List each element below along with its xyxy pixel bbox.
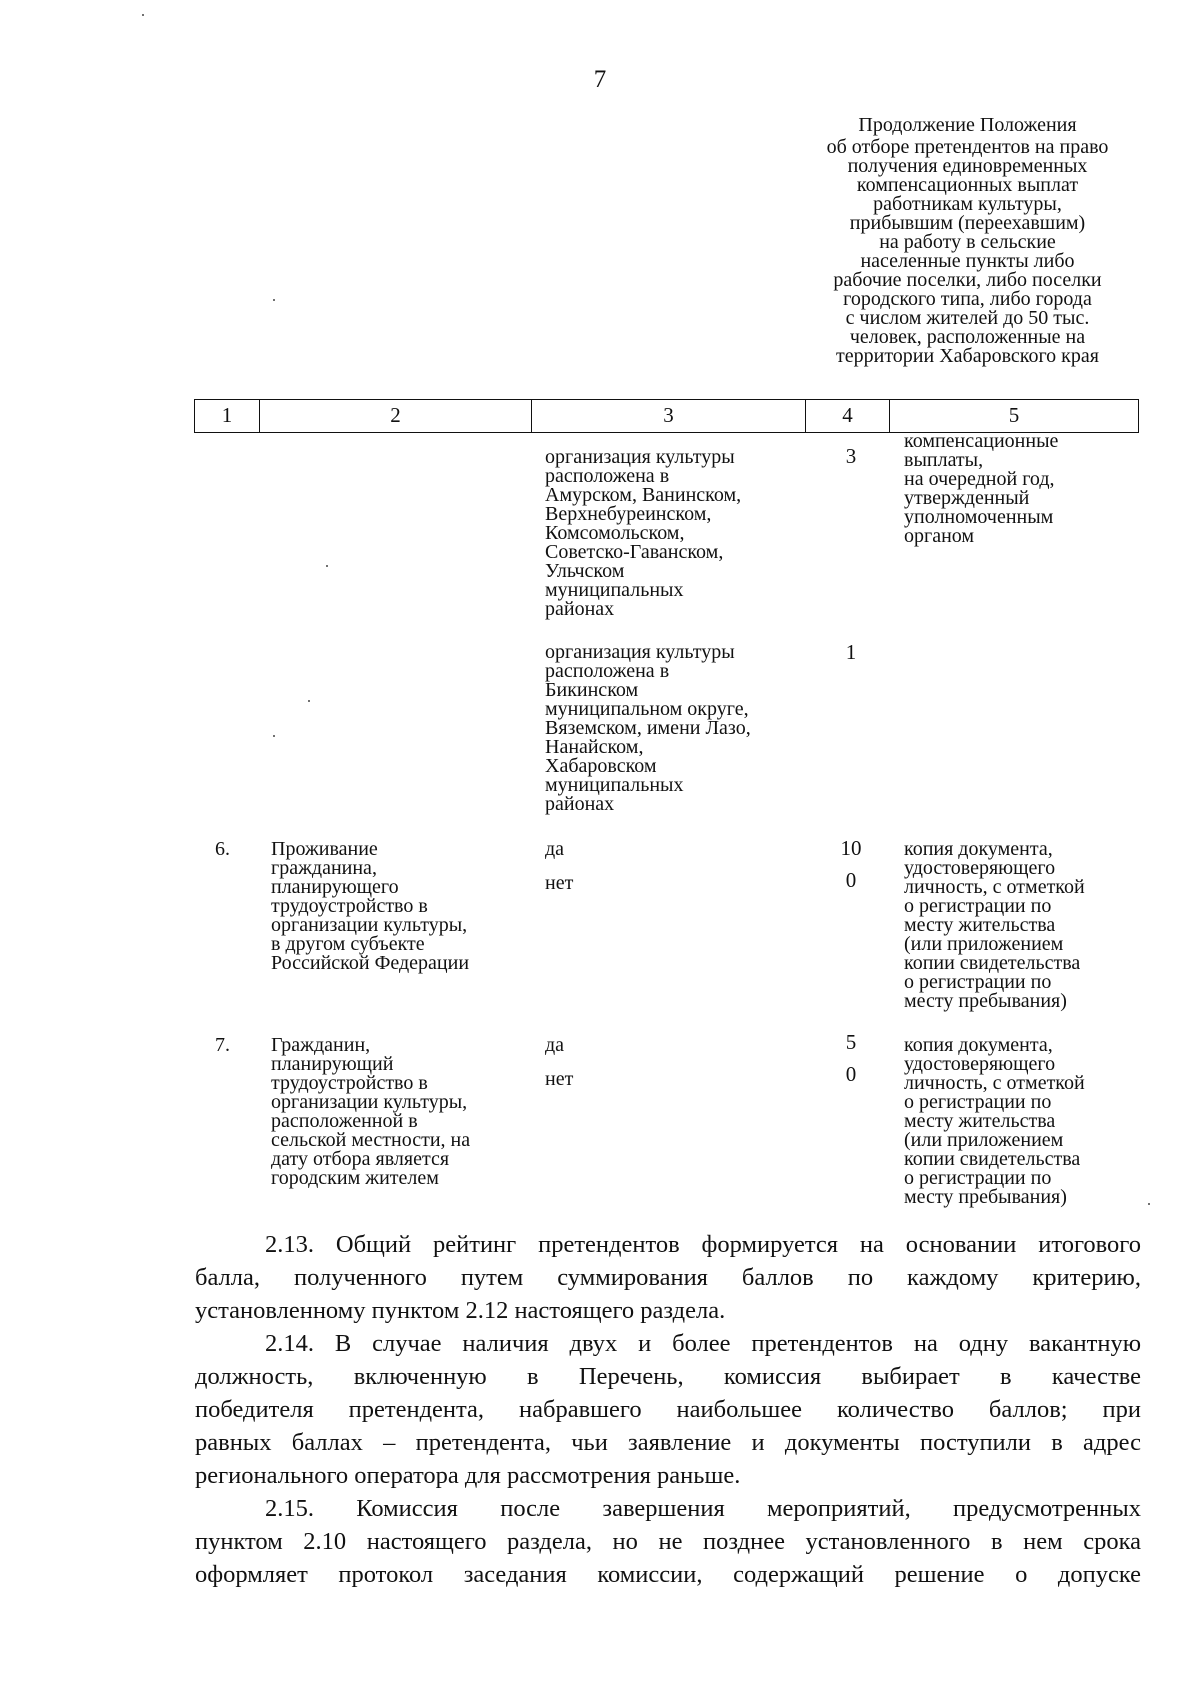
option-points: 10 [840,836,862,860]
doc-line: на очередной год, [904,468,1055,490]
option-points: 0 [845,1062,857,1086]
doc-line: удостоверяющего [904,857,1056,879]
doc-line: копия документа, [904,1034,1053,1056]
criterion-line: Гражданин, [271,1034,371,1056]
criterion-line: городским жителем [271,1167,439,1189]
option-points: 1 [845,640,857,664]
option-line: расположена в [545,465,670,487]
option-label: нет [545,1068,574,1090]
doc-line: личность, с отметкой [904,1072,1085,1094]
option-label: нет [545,872,574,894]
doc-line: компенсационные [904,430,1059,452]
header-line: на работу в сельские [879,231,1056,253]
doc-line: месту жительства [904,1110,1056,1132]
option-line: Ульчском [545,560,625,582]
option-line: Хабаровском [545,755,657,777]
criterion-line: трудоустройство в [271,1072,428,1094]
scan-speck [1148,1203,1150,1205]
criterion-line: в другом субъекте [271,933,425,955]
paragraph-line: 2.15. Комиссия после завершения мероприятий, предусмотренных [265,1495,1141,1522]
documents-cell [904,840,1085,1011]
doc-line: о регистрации по [904,1091,1052,1113]
scan-speck [142,14,144,16]
row-number: 6. [215,838,230,860]
paragraph-line: пунктом 2.10 настоящего раздела, но не позднее установленного в нем срока [195,1528,1141,1555]
paragraph-line: победителя претендента, набравшего наибольшее количество баллов; при [195,1396,1141,1423]
option-line: Вяземском, имени Лазо, [545,717,751,739]
criterion-line: трудоустройство в [271,895,428,917]
header-line: с числом жителей до 50 тыс. [845,307,1090,329]
option-line: организация культуры [545,641,735,663]
scan-speck [273,299,275,301]
paragraph-line: оформляет протокол заседания комиссии, содержащий решение о допуске [195,1561,1141,1588]
column-header: 4 [806,400,890,432]
column-header: 5 [1008,403,1020,427]
paragraph-line: 2.14. В случае наличия двух и более претендентов на одну вакантную [265,1330,1141,1357]
paragraph-line: должность, включенную в Перечень, комиссия выбирает в качестве [195,1363,1141,1390]
criterion-cell [271,840,469,973]
header-line: работникам культуры, [873,193,1062,215]
scan-speck [308,700,310,702]
header-line: городского типа, либо города [843,288,1092,310]
doc-line: о регистрации по [904,971,1052,993]
page-number: 7 [593,66,607,93]
row-number: 7. [215,1034,230,1056]
continuation-option-text [545,448,741,619]
header-line: рабочие поселки, либо поселки [833,269,1102,291]
criterion-line: Российской Федерации [271,952,470,974]
doc-line: копии свидетельства [904,952,1081,974]
option-line: районах [545,598,615,620]
option-line: расположена в [545,660,670,682]
table-column-header-row [194,399,1139,433]
paragraph-line: 2.13. Общий рейтинг претендентов формируется на основании итогового [265,1231,1141,1258]
doc-line: (или приложением [904,1129,1064,1151]
criterion-line: Проживание [271,838,378,860]
option-line: Амурском, Ванинском, [545,484,742,506]
doc-line: копии свидетельства [904,1148,1081,1170]
scan-speck [273,735,275,737]
criterion-line: расположенной в [271,1110,418,1132]
criterion-line: организации культуры, [271,1091,468,1113]
option-points: 3 [845,444,857,468]
criterion-line: планирующий [271,1053,394,1075]
option-line: муниципальных [545,774,684,796]
header-line: прибывшим (переехавшим) [849,212,1086,234]
option-label: да [545,838,565,860]
column-header: 1 [195,400,260,432]
document-header [775,116,1160,366]
paragraph-2-14 [195,1327,1141,1492]
criterion-cell [271,1036,470,1188]
doc-line: уполномоченным [904,506,1054,528]
option-label: да [545,1034,565,1056]
header-line: человек, расположенные на [849,326,1086,348]
criterion-line: гражданина, [271,857,377,879]
option-line: Комсомольском, [545,522,685,544]
criterion-line: сельской местности, на [271,1129,471,1151]
paragraph-line: регионального оператора для рассмотрения раньше. [195,1462,741,1489]
header-line: получения единовременных [847,155,1088,177]
option-line: районах [545,793,615,815]
scan-speck [326,565,328,567]
option-line: муниципальных [545,579,684,601]
column-header: 3 [532,400,806,432]
continuation-documents-cell [904,432,1058,546]
option-line: Нанайском, [545,736,644,758]
paragraph-line: установленному пунктом 2.12 настоящего раздела. [195,1297,726,1324]
paragraph-2-13 [195,1228,1141,1327]
option-line: организация культуры [545,446,735,468]
header-line: населенные пункты либо [860,250,1075,272]
doc-line: личность, с отметкой [904,876,1085,898]
criterion-line: организации культуры, [271,914,468,936]
header-title: Продолжение Положения [858,114,1077,136]
option-line: муниципальном округе, [545,698,749,720]
doc-line: выплаты, [904,449,984,471]
doc-line: удостоверяющего [904,1053,1056,1075]
option-line: Верхнебуреинском, [545,503,712,525]
doc-line: месту жительства [904,914,1056,936]
paragraph-line: балла, полученного путем суммирования баллов по каждому критерию, [195,1264,1141,1291]
option-line: Советско-Гаванском, [545,541,724,563]
doc-line: органом [904,525,975,547]
option-points: 5 [845,1030,857,1054]
doc-line: о регистрации по [904,895,1052,917]
doc-line: (или приложением [904,933,1064,955]
documents-cell [904,1036,1085,1207]
option-line: Бикинском [545,679,639,701]
header-line: компенсационных выплат [856,174,1079,196]
doc-line: копия документа, [904,838,1053,860]
option-points: 0 [845,868,857,892]
header-line: территории Хабаровского края [836,345,1099,367]
criterion-line: дату отбора является [271,1148,450,1170]
doc-line: месту пребывания) [904,1186,1067,1208]
doc-line: утвержденный [904,487,1030,509]
paragraph-line: равных баллах – претендента, чьи заявление и документы поступили в адрес [195,1429,1141,1456]
continuation-option-text [545,643,751,814]
doc-line: о регистрации по [904,1167,1052,1189]
column-header: 2 [260,400,532,432]
paragraph-2-15 [195,1492,1141,1591]
doc-line: месту пребывания) [904,990,1067,1012]
header-line: об отборе претендентов на право [826,136,1109,158]
criterion-line: планирующего [271,876,399,898]
